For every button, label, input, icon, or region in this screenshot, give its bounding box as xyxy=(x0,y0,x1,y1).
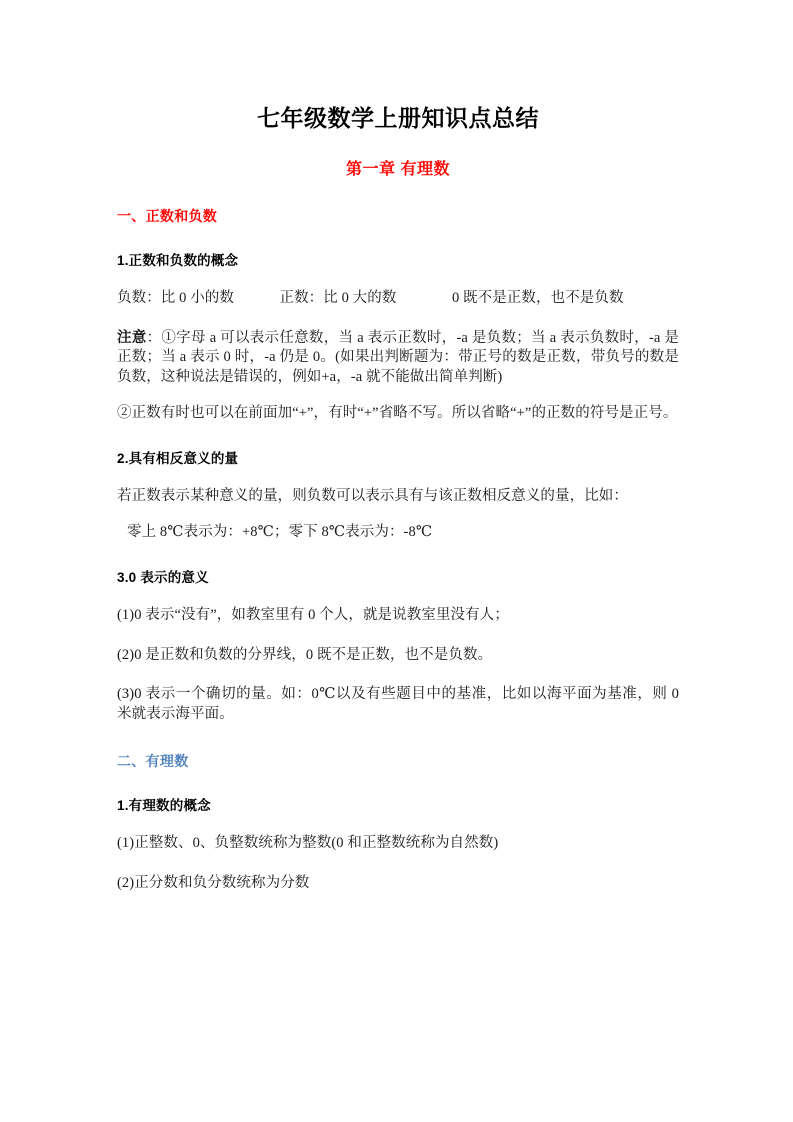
zero-meaning-item-1: (1)0 表示“没有”，如教室里有 0 个人，就是说教室里没有人； xyxy=(117,606,509,623)
note-paragraph-2: ②正数有时也可以在前面加“+”，有时“+”省略不写。所以省略“+”的正数的符号是正号。 xyxy=(117,405,678,422)
subheading-concept-of-positive-negative: 1.正数和负数的概念 xyxy=(117,253,239,268)
note-item-1: ①字母 a 可以表示任意数，当 a 表示正数时，-a 是负数；当 a 表示负数时，-a 是正数；当 a 表示 0 时，-a 仍是 0。(如果出判断题为：带正号的数是正数，带负号的数是负数，这种说法是错误的，例如+a，-a 就不能做出简单判断) xyxy=(117,329,679,385)
note-label: 注意 xyxy=(117,329,147,346)
document-content xyxy=(117,0,679,893)
temperature-example: 零上 8℃表示为：+8℃；零下 8℃表示为：-8℃ xyxy=(127,524,433,541)
zero-meaning-item-3: (3)0 表示一个确切的量。如：0℃以及有些题目中的基准，比如以海平面为基准，则 0 米就表示海平面。 xyxy=(117,686,679,722)
definition-negative: 负数：比 0 小的数 xyxy=(117,290,234,306)
opposite-meaning-body: 若正数表示某种意义的量，则负数可以表示具有与该正数相反意义的量，比如： xyxy=(117,487,628,504)
definition-row xyxy=(117,269,679,309)
chapter-title: 第一章 有理数 xyxy=(346,161,450,178)
subheading-opposite-meaning-quantities: 2.具有相反意义的量 xyxy=(117,450,239,466)
section-heading-rational-numbers: 二、有理数 xyxy=(117,753,189,770)
rational-item-1: (1)正整数、0、负整数统称为整数(0 和正整数统称为自然数) xyxy=(117,835,499,852)
subheading-concept-of-rational-numbers: 1.有理数的概念 xyxy=(117,798,211,814)
rational-item-2: (2)正分数和负分数统称为分数 xyxy=(117,874,310,891)
definition-positive: 正数：比 0 大的数 xyxy=(279,290,397,306)
page-title: 七年级数学上册知识点总结 xyxy=(257,105,539,131)
note-paragraph-1 xyxy=(117,309,679,388)
section-heading-positive-negative: 一、正数和负数 xyxy=(117,208,218,224)
note-colon: ： xyxy=(146,329,162,346)
subheading-meaning-of-zero: 3.0 表示的意义 xyxy=(117,569,209,585)
zero-meaning-item-2: (2)0 是正数和负数的分界线，0 既不是正数，也不是负数。 xyxy=(117,646,493,663)
definition-zero: 0 既不是正数，也不是负数 xyxy=(451,290,624,306)
